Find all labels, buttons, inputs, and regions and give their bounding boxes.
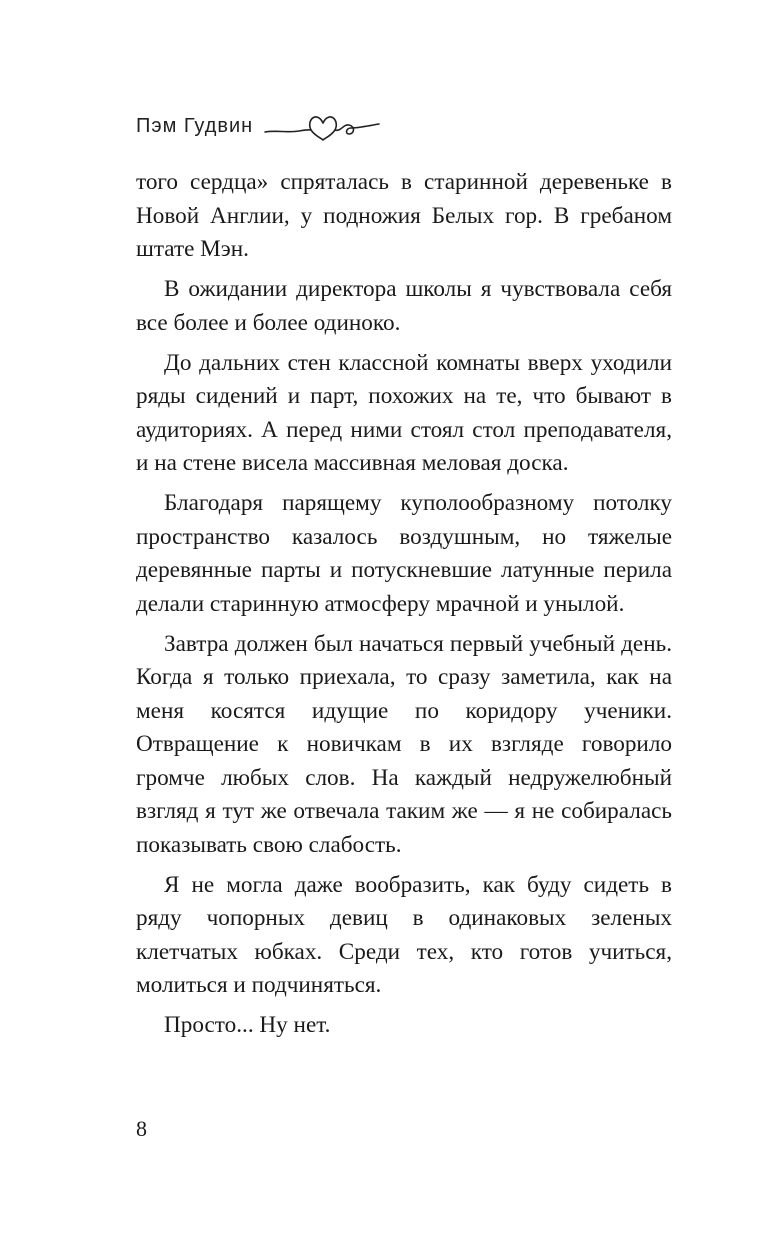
running-head: [136, 106, 383, 146]
author-name: Пэм Гудвин: [136, 114, 254, 137]
page-number: 8: [136, 1116, 147, 1141]
paragraph: Благодаря парящему куполообразному потолку пространство казалось воздушным, но тяжелые деревянные парты и потускневшие латунные перила делали старинную атмосферу мрачной и унылой.: [136, 490, 672, 617]
paragraph: До дальних стен классной комнаты вверх уходили ряды сидений и парт, похожих на те, что бывают в аудиториях. А перед ними стоял стол преподавателя, и на стене висела массивная меловая доска.: [136, 349, 672, 476]
heart-swirl-icon: [263, 108, 383, 144]
paragraph: Просто... Ну нет.: [164, 1012, 331, 1038]
paragraph: Завтра должен был начаться первый учебный день. Когда я только приехала, то сразу заметила, как на меня косятся идущие по коридору ученики. Отвращение к новичкам в их взгляде говорило громче любых слов. На каждый недружелюбный взгляд я тут же отвечала таким же — я не собиралась показывать свою слабость.: [136, 630, 672, 858]
paragraph-continued: того сердца» спряталась в старинной деревеньке в Новой Англии, у подножия Белых гор. В гребаном штате Мэн.: [136, 169, 672, 262]
paragraph: Я не могла даже вообразить, как буду сидеть в ряду чопорных девиц в одинаковых зеленых клетчатых юбках. Среди тех, кто готов учиться, молиться и подчиняться.: [136, 871, 672, 998]
body-text: [136, 166, 672, 1049]
paragraph: В ожидании директора школы я чувствовала себя все более и более одиноко.: [136, 276, 672, 336]
